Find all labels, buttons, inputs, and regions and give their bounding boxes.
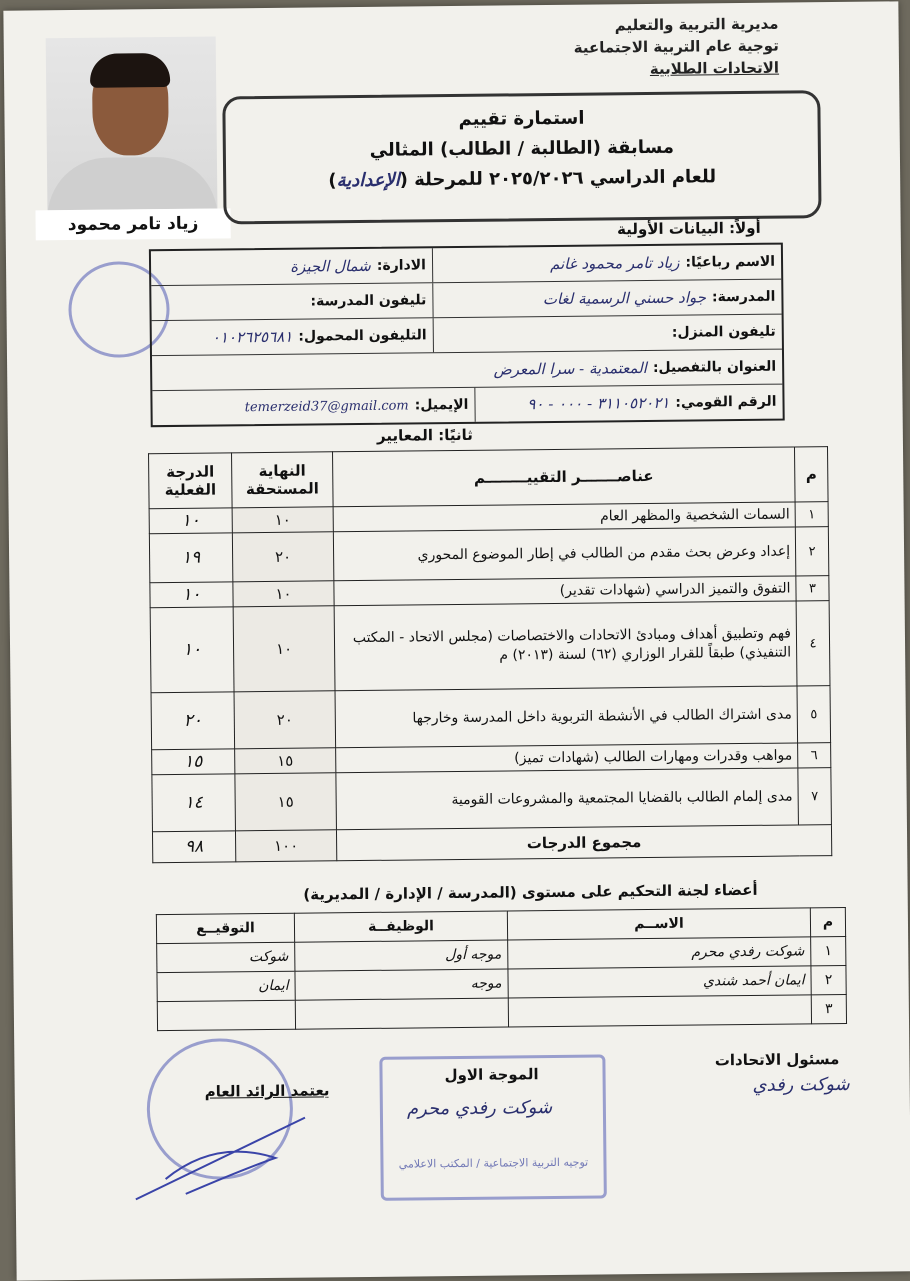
criteria-max: ٢٠ (232, 532, 334, 582)
jury-sign: شوكت (157, 942, 295, 972)
basic-info-grid (149, 243, 785, 428)
header-unions: الاتحادات الطلابية (649, 58, 780, 78)
criteria-text: مدى اشتراك الطالب في الأنشطة التربوية داخل المدرسة وخارجها (335, 686, 798, 748)
photo-caption: زياد تامر محمود (35, 208, 230, 240)
criteria-num: ٣ (796, 576, 829, 601)
address-label: العنوان بالتفصيل: (652, 358, 777, 376)
photo-shirt (47, 156, 218, 210)
school-phone-cell (151, 283, 432, 320)
jury-header-name: الاســم (507, 908, 810, 940)
admin-value: شمال الجيزة (290, 256, 371, 276)
photo-hair (90, 53, 170, 88)
jury-num: ٣ (811, 994, 846, 1023)
evaluation-form-sheet (3, 1, 910, 1280)
criteria-actual: ١٠ (150, 607, 234, 693)
student-photo (46, 36, 218, 210)
admin-cell (151, 248, 432, 285)
address-cell (152, 350, 782, 391)
jury-header-num: م (810, 907, 845, 936)
school-cell (432, 280, 781, 318)
criteria-num: ٤ (796, 601, 830, 686)
criteria-max: ١٥ (235, 773, 337, 831)
school-label: المدرسة: (711, 288, 776, 306)
jury-job: موجه (295, 969, 508, 1000)
criteria-header-actual: الدرجة الفعلية (149, 453, 233, 509)
criteria-table (148, 446, 832, 863)
email-cell (152, 388, 474, 425)
criteria-max: ١٠ (232, 507, 333, 533)
email-label: الإيميل: (414, 396, 469, 414)
criteria-actual: ١٥ (152, 749, 235, 775)
header-department: توجية عام التربية الاجتماعية (573, 36, 779, 57)
criteria-total-row (152, 825, 831, 863)
jury-name: شوكت رفدي محرم (508, 937, 811, 969)
criteria-text: إعداد وعرض بحث مقدم من الطالب في إطار الموضوع المحوري (333, 527, 795, 581)
name-label: الاسم رباعيًا: (685, 253, 776, 271)
criteria-header-max: النهاية المستحقة (232, 452, 334, 508)
form-header (573, 13, 779, 81)
criteria-num: ٧ (798, 768, 832, 825)
jury-table (156, 907, 847, 1031)
national-id-cell (474, 385, 782, 422)
supervisor-label: الموجة الاول (444, 1065, 539, 1085)
total-max: ١٠٠ (235, 830, 336, 862)
admin-label: الادارة: (376, 257, 427, 274)
home-phone-cell (433, 315, 782, 353)
name-value: زياد تامر محمود غانم (549, 253, 680, 274)
stage-value: الإعدادية (336, 169, 400, 192)
criteria-num: ٢ (795, 527, 829, 576)
section-criteria-heading: ثانيًا: المعايير (376, 425, 473, 445)
competition-title: مسابقة (الطالبة / الطالب) المثالي (369, 136, 675, 161)
home-phone-label: تليفون المنزل: (671, 323, 776, 341)
jury-num: ١ (811, 936, 846, 965)
jury-header-sign: التوقيــع (156, 913, 294, 943)
section-basic-data-heading: أولاً: البيانات الأولية (617, 218, 761, 239)
criteria-actual: ١٠ (150, 582, 233, 608)
criteria-row (151, 686, 831, 750)
mobile-value: ٠١٠٢٦٢٥٦٨١ (211, 327, 293, 347)
criteria-row (150, 601, 830, 693)
criteria-max: ١٠ (233, 581, 334, 607)
academic-year-prefix: للعام الدراسي ٢٠٢٥/٢٠٢٦ للمرحلة ( (399, 166, 717, 191)
jury-sign: ايمان (157, 971, 295, 1001)
name-cell (432, 245, 781, 283)
academic-year-line (226, 161, 818, 197)
criteria-text: مواهب وقدرات ومهارات الطالب (شهادات تميز) (336, 743, 798, 773)
criteria-actual: ١٠ (149, 508, 232, 534)
jury-name (508, 995, 811, 1027)
jury-name: ايمان أحمد شندي (508, 966, 811, 998)
criteria-actual: ٢٠ (151, 692, 235, 750)
mobile-label: التليفون المحمول: (298, 327, 427, 345)
unions-official-signature: شوكت رفدي (752, 1073, 850, 1096)
criteria-max: ١٥ (235, 748, 336, 774)
total-actual: ٩٨ (152, 831, 235, 863)
criteria-row (149, 527, 828, 583)
jury-row (157, 994, 846, 1030)
criteria-text: فهم وتطبيق أهداف ومبادئ الاتحادات والاختصاصات (مجلس الاتحاد - المكتب التنفيذي) طبقاً للقرار الوزاري (٦٢) لسنة (٢٠١٣) م (334, 601, 797, 691)
header-directorate: مديرية التربية والتعليم (614, 14, 779, 35)
criteria-text: التفوق والتميز الدراسي (شهادات تقدير) (334, 576, 796, 606)
form-title-box (222, 90, 821, 224)
stamp-text: توجيه التربية الاجتماعية / المكتب الاعلامي (398, 1155, 589, 1171)
national-id-value: ٣١١٠٥٢٠٢١ - ٠٠٠ - ٩٠ (527, 393, 670, 414)
criteria-header-num: م (794, 447, 828, 502)
school-phone-label: تليفون المدرسة: (310, 292, 427, 310)
criteria-actual: ١٩ (149, 533, 233, 583)
criteria-num: ٥ (797, 686, 831, 743)
academic-year-suffix: ) (328, 170, 337, 192)
email-value: temerzeid37@gmail.com (244, 397, 409, 415)
total-label: مجموع الدرجات (336, 825, 831, 861)
jury-job (295, 998, 508, 1029)
criteria-header-row (149, 447, 829, 509)
mobile-cell (152, 318, 433, 355)
jury-header-job: الوظيفــة (294, 911, 507, 942)
info-row-id-email (152, 385, 782, 426)
jury-heading: أعضاء لجنة التحكيم على مستوى (المدرسة / الإدارة / المديرية) (303, 880, 758, 904)
jury-job: موجه أول (295, 940, 508, 971)
approval-signature-scribble (125, 1097, 326, 1209)
criteria-actual: ١٤ (152, 774, 236, 832)
criteria-max: ٢٠ (234, 691, 336, 749)
jury-num: ٢ (811, 965, 846, 994)
jury-sign (157, 1000, 295, 1030)
criteria-header-element: عناصـــــــر التقييــــــــم (333, 447, 796, 507)
approval-label: يعتمد الرائد العام (204, 1081, 330, 1101)
criteria-max: ١٠ (233, 606, 335, 692)
criteria-text: السمات الشخصية والمظهر العام (333, 502, 795, 532)
school-value: جواد حسني الرسمية لغات (542, 288, 707, 309)
form-title: استمارة تقييم (458, 107, 585, 130)
unions-official-label: مسئول الاتحادات (714, 1050, 840, 1070)
national-id-label: الرقم القومي: (675, 393, 777, 411)
criteria-text: مدى إلمام الطالب بالقضايا المجتمعية والمشروعات القومية (336, 768, 799, 830)
criteria-row (152, 768, 832, 832)
criteria-num: ١ (795, 502, 828, 527)
criteria-num: ٦ (798, 743, 831, 768)
supervisor-signature: شوكت رفدي محرم (406, 1097, 553, 1120)
address-value: المعتمدية - سرا المعرض (493, 359, 647, 379)
